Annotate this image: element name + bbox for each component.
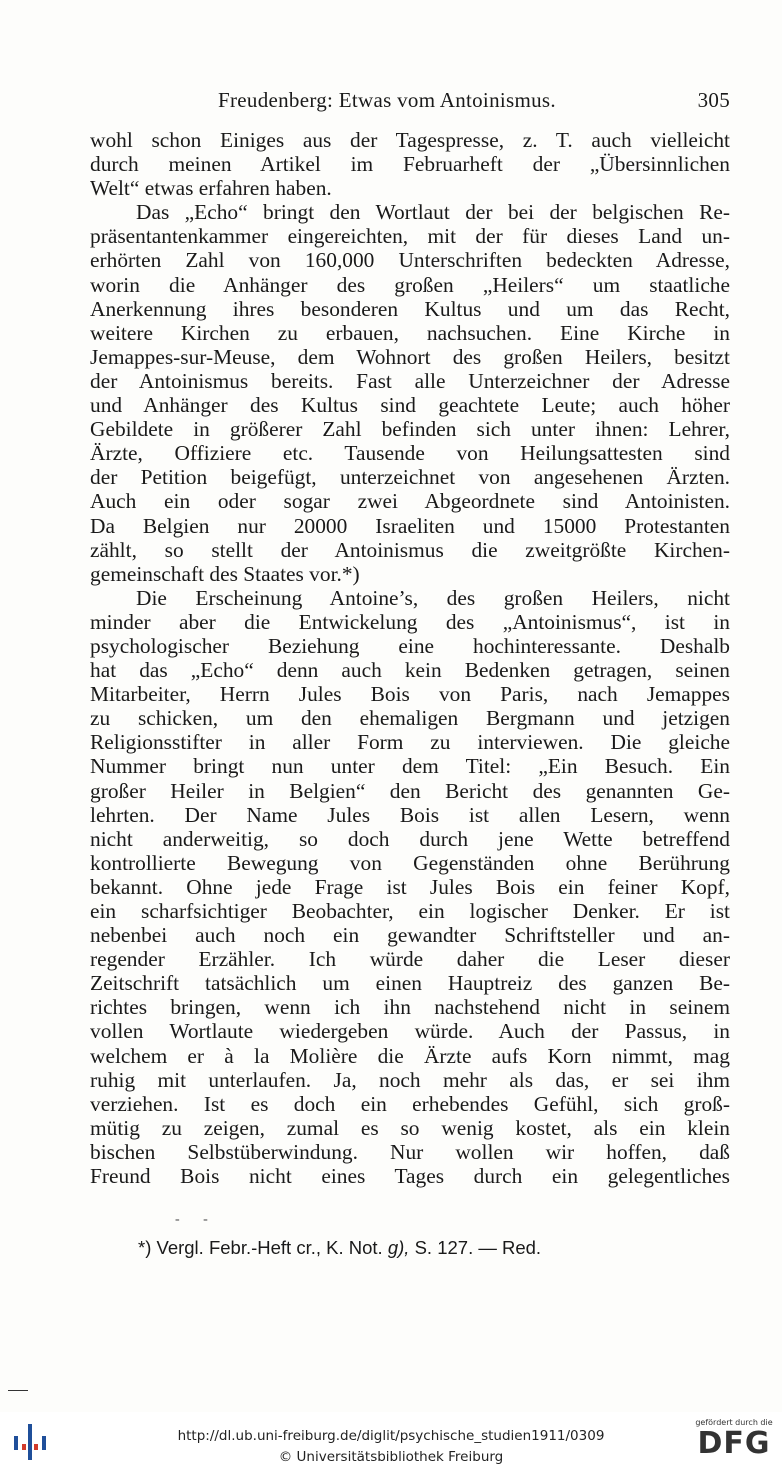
text-line: nicht anderweitig, so doch durch jene Wette betreffend bbox=[90, 826, 730, 851]
text-line: gemeinschaft des Staates vor.*) bbox=[90, 561, 360, 586]
text-line: hat das „Echo“ denn auch kein Bedenken getragen, seinen bbox=[90, 658, 730, 683]
text-line: Auch ein oder sogar zwei Abgeordnete sind Antoinisten. bbox=[90, 489, 730, 514]
footnote bbox=[138, 1237, 541, 1259]
text-line: Mitarbeiter, Herrn Jules Bois von Paris, nach Jemappes bbox=[90, 682, 730, 707]
text-line: Nummer bringt nun unter dem Titel: „Ein Besuch. Ein bbox=[90, 754, 730, 779]
text-line: wohl schon Einiges aus der Tagespresse, z. T. auch vielleicht bbox=[90, 128, 730, 152]
running-header bbox=[90, 88, 730, 116]
text-line: ruhig mit unterlaufen. Ja, noch mehr als das, er sei ihm bbox=[90, 1067, 730, 1092]
text-line: präsentantenkammer eingereichten, mit der für dieses Land un- bbox=[90, 224, 730, 249]
dfg-funded-label: gefördert durch die bbox=[695, 1418, 773, 1427]
text-line: Religionsstifter in aller Form zu interviewen. Die gleiche bbox=[90, 730, 730, 755]
text-line: Gebildete in größerer Zahl befinden sich unter ihnen: Lehrer, bbox=[90, 417, 730, 442]
text-line: Jemappes-sur-Meuse, dem Wohnort des großen Heilers, besitzt bbox=[90, 344, 730, 369]
source-url-link[interactable]: http://dl.ub.uni-freiburg.de/diglit/psychische_studien1911/0309 bbox=[177, 1428, 605, 1444]
text-line: weitere Kirchen zu erbauen, nachsuchen. Eine Kirche in bbox=[90, 320, 730, 345]
text-line: worin die Anhänger des großen „Heilers“ um staatliche bbox=[90, 272, 730, 297]
text-line: richtes bringen, wenn ich ihn nachstehend nicht in seinem bbox=[90, 995, 730, 1020]
text-line: der Petition beigefügt, unterzeichnet von angesehenen Ärzten. bbox=[90, 465, 730, 490]
footnote-prefix: *) Vergl. Febr.-Heft cr., K. Not. bbox=[138, 1237, 388, 1258]
text-line: ein scharfsichtiger Beobachter, ein logischer Denker. Er ist bbox=[90, 899, 730, 923]
text-line: zu schicken, um den ehemaligen Bergmann und jetzigen bbox=[90, 706, 730, 731]
margin-rule bbox=[8, 1390, 28, 1391]
footnote-italic: g), bbox=[387, 1237, 410, 1258]
copyright-notice: © Universitätsbibliothek Freiburg bbox=[278, 1449, 504, 1465]
text-line: verziehen. Ist es doch ein erhebendes Gefühl, sich groß- bbox=[90, 1091, 730, 1116]
text-line: nebenbei auch noch ein gewandter Schriftsteller und an- bbox=[90, 923, 730, 948]
text-line: Zeitschrift tatsächlich um einen Hauptreiz des ganzen Be- bbox=[90, 971, 730, 996]
text-line: minder aber die Entwickelung des „Antoinismus“, ist in bbox=[90, 609, 730, 634]
page-number: 305 bbox=[697, 88, 730, 112]
text-line: Anerkennung ihres besonderen Kultus und um das Recht, bbox=[90, 296, 730, 321]
text-line: vollen Wortlaute wiedergeben würde. Auch der Passus, in bbox=[90, 1019, 730, 1044]
text-line: kontrollierte Bewegung von Gegenständen ohne Berührung bbox=[90, 850, 730, 875]
text-line: Da Belgien nur 20000 Israeliten und 15000 Protestanten bbox=[90, 513, 730, 538]
text-line: Die Erscheinung Antoine’s, des großen Heilers, nicht bbox=[136, 585, 730, 610]
footnote-suffix: S. 127. — Red. bbox=[409, 1237, 542, 1258]
text-line: zählt, so stellt der Antoinismus die zweitgrößte Kirchen- bbox=[90, 537, 730, 562]
text-line: Ärzte, Offiziere etc. Tausende von Heilungsattesten sind bbox=[90, 441, 730, 466]
text-line: welchem er à la Molière die Ärzte aufs Korn nimmt, mag bbox=[90, 1043, 730, 1068]
text-line: erhörten Zahl von 160,000 Unterschriften bedeckten Adresse, bbox=[90, 248, 730, 273]
text-line: mütig zu zeigen, zumal es so wenig kostet, als ein klein bbox=[90, 1115, 730, 1140]
text-line: lehrten. Der Name Jules Bois ist allen Lesern, wenn bbox=[90, 802, 730, 827]
text-line: und Anhänger des Kultus sind geachtete Leute; auch höher bbox=[90, 393, 730, 418]
text-line: Welt“ etwas erfahren haben. bbox=[90, 176, 332, 201]
viewer-footer bbox=[0, 1412, 782, 1469]
dfg-logo bbox=[694, 1418, 774, 1466]
text-line: Freund Bois nicht eines Tages durch ein gelegentliches bbox=[90, 1164, 730, 1189]
text-line: psychologischer Beziehung eine hochinteressante. Deshalb bbox=[90, 633, 730, 658]
text-line: Das „Echo“ bringt den Wortlaut der bei der belgischen Re- bbox=[136, 200, 730, 225]
text-line: großer Heiler in Belgien“ den Bericht des genannten Ge- bbox=[90, 778, 730, 803]
text-line: durch meinen Artikel im Februarheft der „Übersinnlichen bbox=[90, 152, 730, 177]
text-line: bekannt. Ohne jede Frage ist Jules Bois ein feiner Kopf, bbox=[90, 874, 730, 899]
dfg-logo-text: DFG bbox=[697, 1426, 771, 1461]
text-line: regender Erzähler. Ich würde daher die Leser dieser bbox=[90, 947, 730, 972]
text-line: bischen Selbstüberwindung. Nur wollen wir hoffen, daß bbox=[90, 1139, 730, 1164]
continuation-marks: - - bbox=[175, 1212, 218, 1227]
running-title: Freudenberg: Etwas vom Antoinismus. bbox=[218, 88, 556, 112]
text-line: der Antoinismus bereits. Fast alle Unterzeichner der Adresse bbox=[90, 368, 730, 393]
body-text bbox=[90, 128, 730, 1188]
